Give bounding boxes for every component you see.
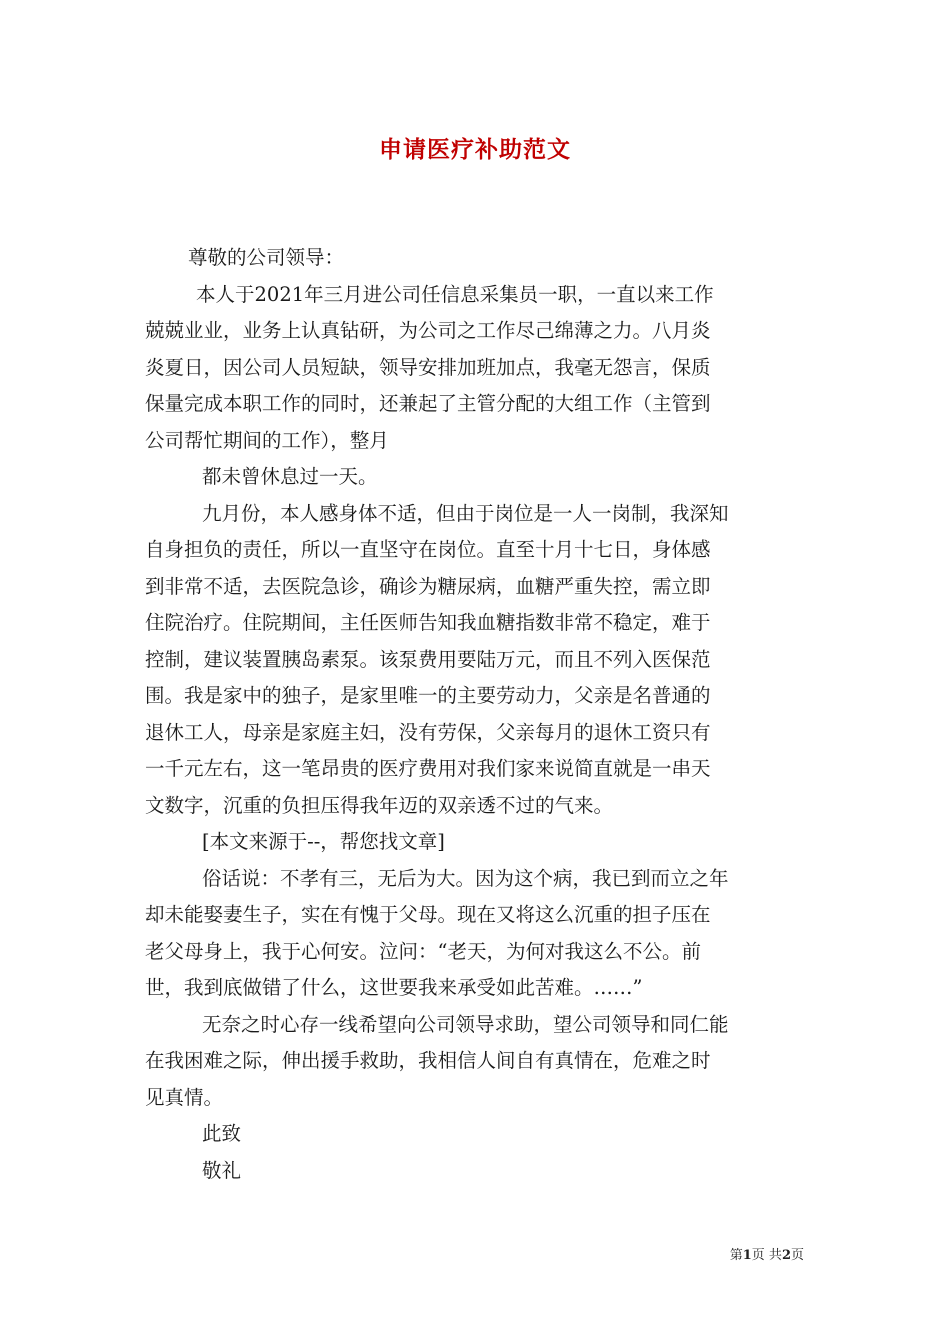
body-line: 住院治疗。住院期间，主任医师告知我血糖指数非常不稳定，难于 <box>145 611 711 634</box>
body-line: 文数字，沉重的负担压得我年迈的双亲透不过的气来。 <box>145 793 614 817</box>
closing-line: 敬礼 <box>202 1158 242 1182</box>
salutation-line: 尊敬的公司领导： <box>188 246 345 269</box>
footer-suffix: 页 <box>790 1248 804 1263</box>
body-line: 九月份，本人感身体不适，但由于岗位是一人一岗制，我深知 <box>202 501 729 525</box>
body-line: 在我困难之际，伸出援手救助，我相信人间自有真情在，危难之时 <box>145 1049 711 1072</box>
body-line: 控制，建议装置胰岛素泵。该泵费用要陆万元，而且不列入医保范 <box>145 647 711 671</box>
body-line: 退休工人，母亲是家庭主妇，没有劳保，父亲每月的退休工资只有 <box>145 720 711 744</box>
footer-middle: 页 共 <box>751 1248 782 1263</box>
body-line: 公司帮忙期间的工作），整月 <box>145 428 389 452</box>
body-line: 保量完成本职工作的同时，还兼起了主管分配的大组工作（主管到 <box>145 392 711 415</box>
body-line: 老父母身上，我于心何安。泣问：“老天，为何对我这么不公。前 <box>145 939 701 963</box>
body-line: 世，我到底做错了什么，这世要我来承受如此苦难。……” <box>145 976 643 999</box>
closing-line: 此致 <box>202 1122 242 1145</box>
body-line: 到非常不适，去医院急诊，确诊为糖尿病，血糖严重失控，需立即 <box>145 574 711 598</box>
body-line: 无奈之时心存一线希望向公司领导求助，望公司领导和同仁能 <box>202 1012 729 1036</box>
body-line: 自身担负的责任，所以一直坚守在岗位。直至十月十七日，身体感 <box>145 538 711 561</box>
page-number-footer <box>730 1247 804 1265</box>
document-body <box>145 240 807 1189</box>
source-note-line: [本文来源于--，帮您找文章] <box>202 830 445 853</box>
body-line: 本人于2021年三月进公司任信息采集员一职，一直以来工作 <box>196 282 714 306</box>
current-page-number: 1 <box>742 1248 752 1263</box>
body-line: 却未能娶妻生子，实在有愧于父母。现在又将这么沉重的担子压在 <box>145 903 711 926</box>
body-line: 都未曾休息过一天。 <box>202 465 378 488</box>
footer-prefix: 第 <box>729 1248 743 1263</box>
document-title: 申请医疗补助范文 <box>379 136 571 163</box>
body-line: 一千元左右，这一笔昂贵的医疗费用对我们家来说简直就是一串天 <box>145 757 711 780</box>
body-line: 俗话说：不孝有三，无后为大。因为这个病，我已到而立之年 <box>202 866 729 890</box>
body-line: 围。我是家中的独子，是家里唯一的主要劳动力，父亲是名普通的 <box>145 684 711 707</box>
body-line: 炎夏日，因公司人员短缺，领导安排加班加点，我毫无怨言，保质 <box>145 355 711 379</box>
body-line: 兢兢业业，业务上认真钻研，为公司之工作尽己绵薄之力。八月炎 <box>145 319 711 342</box>
body-line: 见真情。 <box>145 1085 224 1109</box>
total-page-count: 2 <box>781 1248 791 1263</box>
